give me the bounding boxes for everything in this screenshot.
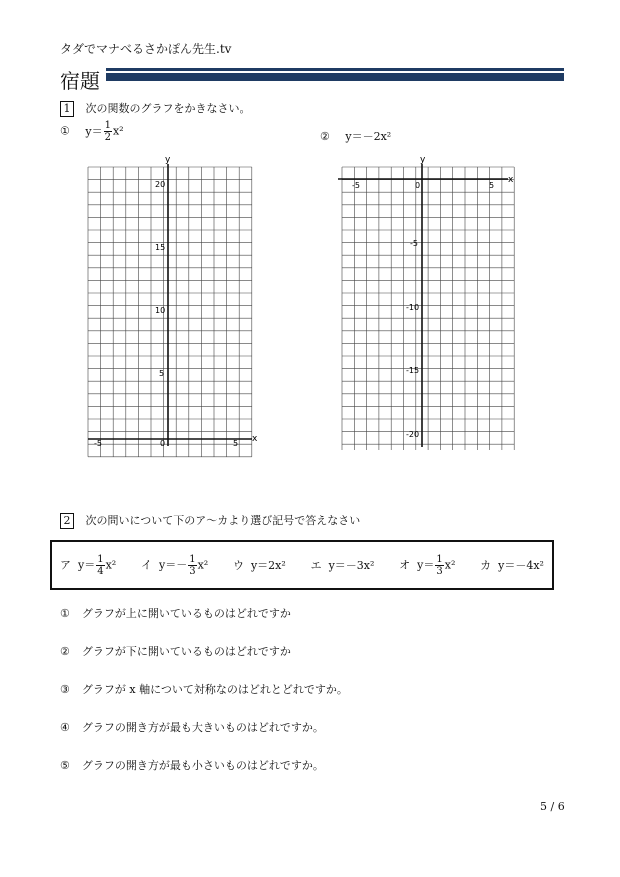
choice-i-fraction: [188, 554, 196, 577]
graph-1-grid: [88, 167, 252, 457]
choice-o-mark: オ: [399, 558, 411, 571]
graph-2-ytick-neg15: -15: [406, 366, 420, 375]
choice-i-mark: イ: [140, 558, 152, 571]
part-1-prefix: y＝: [85, 124, 103, 138]
choice-a-num: 1: [97, 553, 104, 565]
part-1-equation: [60, 120, 124, 143]
choice-a-mark: ア: [60, 558, 71, 571]
part-2-equation: [320, 128, 391, 144]
title-rule: [106, 68, 564, 84]
graph-1-xtick-0: 0: [160, 439, 166, 448]
graph-1-ytick-5: 5: [159, 369, 165, 378]
graph-1-x-label: x: [252, 434, 258, 444]
question-1-label: ①: [60, 607, 70, 620]
graph-1-ytick-10: 10: [155, 306, 166, 315]
question-2: [60, 643, 291, 659]
problem-1-heading: [60, 100, 251, 117]
graph-2-xtick-0: 0: [415, 181, 421, 190]
part-1-num: 1: [104, 120, 111, 131]
site-name: タダでマナべるさかぽん先生.tv: [60, 42, 232, 56]
question-3-label: ③: [60, 683, 70, 696]
question-5: [60, 757, 324, 773]
choice-u-text: y＝2x²: [250, 559, 286, 572]
part-2-label: ②: [320, 130, 330, 143]
graph-2: [330, 150, 520, 450]
choice-a-prefix: y＝: [78, 558, 96, 571]
choice-a: [60, 554, 116, 577]
question-2-label: ②: [60, 645, 70, 658]
problem-2-instruction: 次の問いについて下のア～カより選び記号で答えなさい: [85, 514, 361, 527]
choice-o-fraction: [435, 554, 443, 577]
graph-1-y-label: y: [165, 155, 171, 165]
choice-e: [311, 557, 375, 573]
part-1-den: 2: [104, 132, 111, 143]
graph-1-xtick-neg5: -5: [94, 439, 102, 448]
graph-1-xtick-5: 5: [233, 439, 239, 448]
choice-o-suffix: x²: [444, 558, 456, 571]
page-number: 5 / 6: [540, 800, 565, 813]
choice-o-prefix: y＝: [417, 558, 435, 571]
choice-o-num: 1: [436, 553, 443, 565]
choice-u: [233, 557, 286, 573]
choice-e-mark: エ: [310, 559, 322, 572]
choice-a-den: 4: [97, 565, 104, 577]
question-1: [60, 605, 291, 621]
graph-2-x-label: x: [508, 175, 514, 185]
question-4-label: ④: [60, 721, 70, 734]
part-1-suffix: x²: [112, 124, 124, 138]
graph-2-ytick-neg5: -5: [410, 239, 418, 248]
question-1-text: グラフが上に開いているものはどれですか: [81, 607, 291, 620]
graph-2-grid: [342, 167, 514, 450]
graph-2-y-label: y: [420, 155, 426, 165]
question-4: [60, 719, 324, 735]
part-1-label: ①: [60, 124, 70, 138]
choice-i: [141, 554, 208, 577]
choice-i-num: 1: [189, 553, 196, 565]
choices-box: [50, 540, 554, 590]
question-3: [60, 681, 348, 697]
graph-2-xtick-neg5: -5: [352, 181, 360, 190]
choice-ka-text: y＝－4x²: [498, 559, 544, 572]
choice-ka: [480, 557, 544, 573]
graph-1-ytick-15: 15: [155, 243, 166, 252]
choice-a-fraction: [96, 554, 104, 577]
problem-2-number: 2: [60, 513, 74, 529]
problem-1-number: 1: [60, 101, 74, 117]
choice-u-mark: ウ: [232, 559, 244, 572]
graph-1-ytick-20: 20: [155, 180, 166, 189]
part-2-text: y＝－2x²: [345, 130, 392, 143]
question-5-label: ⑤: [60, 759, 70, 772]
choice-ka-mark: カ: [480, 559, 492, 572]
problem-1-instruction: 次の関数のグラフをかきなさい。: [85, 102, 251, 115]
choice-i-suffix: x²: [197, 558, 209, 571]
choice-o-den: 3: [436, 565, 443, 577]
question-2-text: グラフが下に開いているものはどれですか: [81, 645, 291, 658]
question-3-text: グラフが x 軸について対称なのはどれとどれですか。: [81, 683, 348, 696]
page-title: 宿題: [60, 69, 100, 93]
question-5-text: グラフの開き方が最も小さいものはどれですか。: [81, 759, 324, 772]
choice-i-prefix: y＝－: [158, 558, 188, 571]
question-4-text: グラフの開き方が最も大きいものはどれですか。: [81, 721, 324, 734]
part-1-fraction: [104, 120, 112, 143]
choice-a-suffix: x²: [105, 558, 117, 571]
graph-2-ytick-neg20: -20: [406, 430, 420, 439]
graph-2-xtick-5: 5: [489, 181, 495, 190]
graph-1: [80, 150, 270, 460]
problem-2-heading: [60, 512, 360, 529]
graph-2-ytick-neg10: -10: [406, 303, 420, 312]
choice-o: [399, 554, 455, 577]
choice-e-text: y＝－3x²: [328, 559, 375, 572]
choice-i-den: 3: [189, 565, 196, 577]
